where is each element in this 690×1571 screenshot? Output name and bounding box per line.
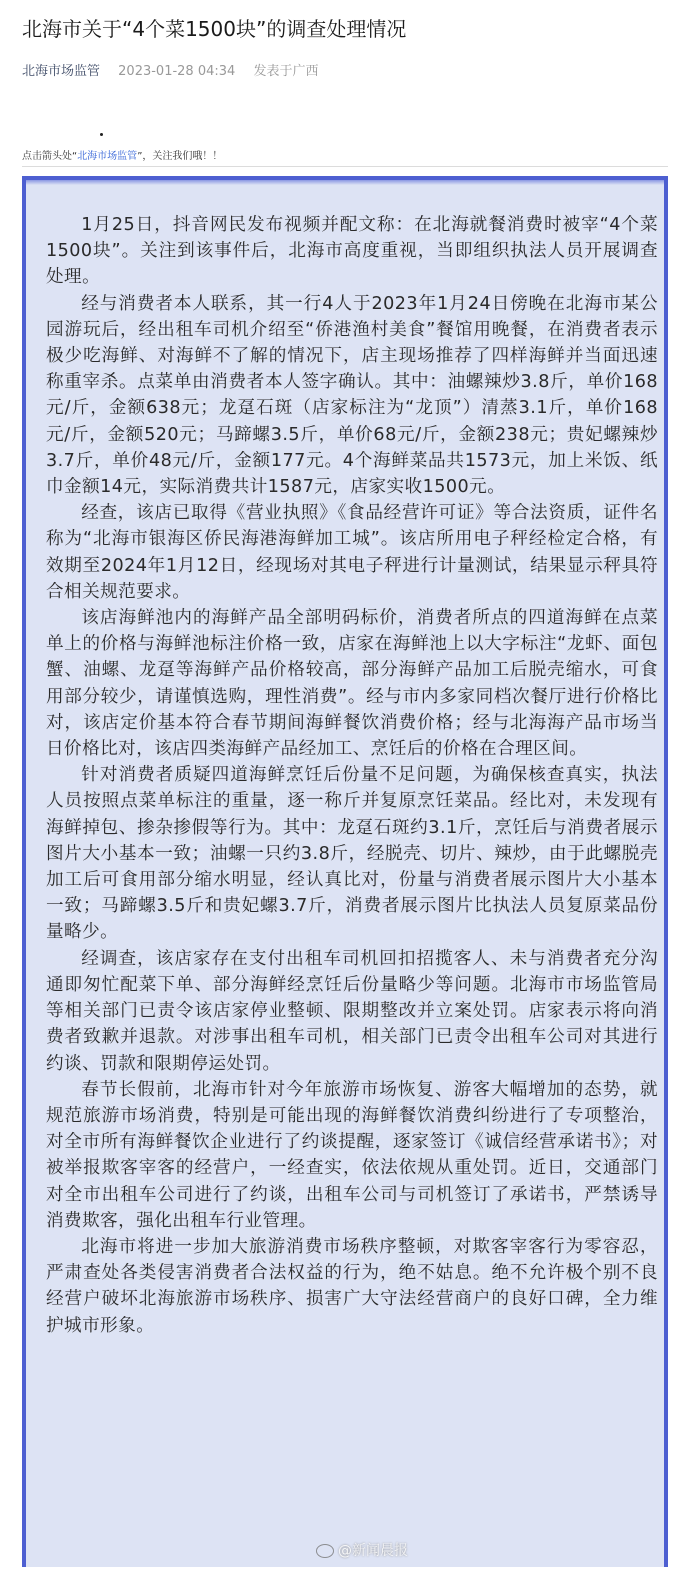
paragraph: 该店海鲜池内的海鲜产品全部明码标价，消费者所点的四道海鲜在点菜单上的价格与海鲜池标注价格一致，店家在海鲜池上以大字标注“龙虾、面包蟹、油螺、龙趸等海鲜产品价格较高，部分海鲜产品加工后脱壳缩水，可食用部分较少，请谨慎选购，理性消费”。经与市内多家同档次餐厅进行价格比对，该店定价基本符合春节期间海鲜餐饮消费价格；经与北海海产品市场当日价格比对，该店四类海鲜产品经加工、烹饪后的价格在合理区间。: [46, 608, 658, 760]
article-meta: [22, 60, 332, 79]
watermark-text: @新闻晨报: [338, 1543, 408, 1559]
weibo-logo-icon: [316, 1544, 334, 1558]
article-title: 北海市关于“4个菜1500块”的调查处理情况: [22, 17, 407, 41]
paragraph: 经与消费者本人联系，其一行4人于2023年1月24日傍晚在北海市某公园游玩后，经出租车司机介绍至“侨港渔村美食”餐馆用晚餐，在消费者表示极少吃海鲜、对海鲜不了解的情况下，店主现场推荐了四样海鲜并当面迅速称重宰杀。点菜单由消费者本人签字确认。其中：油螺辣炒3.8斤，单价168元/斤，金额638元；龙趸石斑（店家标注为“龙顶”）清蒸3.1斤，单价168元/斤，金额520元；马蹄螺3.5斤，单价68元/斤，金额238元；贵妃螺辣炒3.7斤，单价48元/斤，金额177元。4个海鲜菜品共1573元，加上米饭、纸巾金额14元，实际消费共计1587元，店家实收1500元。: [46, 293, 658, 498]
paragraph: 经查，该店已取得《营业执照》《食品经营许可证》等合法资质，证件名称为“北海市银海区侨民海港海鲜加工城”。该店所用电子秤经检定合格，有效期至2024年1月12日，经现场对其电子秤进行计量测试，结果显示秤具符合相关规范要求。: [46, 503, 658, 602]
paragraph: 针对消费者质疑四道海鲜烹饪后份量不足问题，为确保核查真实，执法人员按照点菜单标注的重量，逐一称斤并复原烹饪菜品。经比对，未发现有海鲜掉包、掺杂掺假等行为。其中：龙趸石斑约3.1斤，烹饪后与消费者展示图片大小基本一致；油螺一只约3.8斤，经脱壳、切片、辣炒，由于此螺脱壳加工后可食用部分缩水明显，经认真比对，份量与消费者展示图片大小基本一致；马蹄螺3.5斤和贵妃螺3.7斤，消费者展示图片比执法人员复原菜品份量略少。: [46, 765, 658, 943]
follow-tip: [22, 147, 222, 162]
article-body: [46, 212, 658, 1339]
paragraph: 经调查，该店家存在支付出租车司机回扣招揽客人、未与消费者充分沟通即匆忙配菜下单、部分海鲜经烹饪后份量略少等问题。北海市市场监管局等相关部门已责令该店家停业整顿、限期整改并立案处罚。店家表示将向消费者致歉并退款。对涉事出租车司机，相关部门已责令出租车公司对其进行约谈、罚款和限期停运处罚。: [46, 948, 658, 1074]
publish-datetime: 2023-01-28 04:34: [118, 64, 236, 79]
follow-account-link[interactable]: 北海市场监管: [77, 151, 138, 162]
follow-tip-suffix: ”，关注我们哦！！: [137, 151, 223, 162]
publish-location: 发表于广西: [253, 64, 319, 79]
divider: [22, 166, 668, 167]
paragraph: 1月25日，抖音网民发布视频并配文称：在北海就餐消费时被宰“4个菜1500块”。关注到该事件后，北海市高度重视，当即组织执法人员开展调查处理。: [46, 215, 658, 288]
watermark: [316, 1540, 408, 1560]
follow-tip-prefix: 点击箭头处“: [22, 151, 78, 162]
paragraph: 北海市将进一步加大旅游消费市场秩序整顿，对欺客宰客行为零容忍，严肃查处各类侵害消费者合法权益的行为，绝不姑息。绝不允许极个别不良经营户破坏北海旅游市场秩序、损害广大守法经营商户的良好口碑，全力维护城市形象。: [46, 1236, 658, 1336]
paragraph: 春节长假前，北海市针对今年旅游市场恢复、游客大幅增加的态势，就规范旅游市场消费，特别是可能出现的海鲜餐饮消费纠纷进行了专项整治，对全市所有海鲜餐饮企业进行了约谈提醒，逐家签订《诚信经营承诺书》；对被举报欺客宰客的经营户，一经查实，依法依规从重处罚。近日，交通部门对全市出租车公司进行了约谈，出租车公司与司机签订了承诺书，严禁诱导消费欺客，强化出租车行业管理。: [46, 1079, 658, 1231]
decorative-dot: [100, 133, 103, 136]
author-link[interactable]: 北海市场监管: [22, 64, 101, 79]
